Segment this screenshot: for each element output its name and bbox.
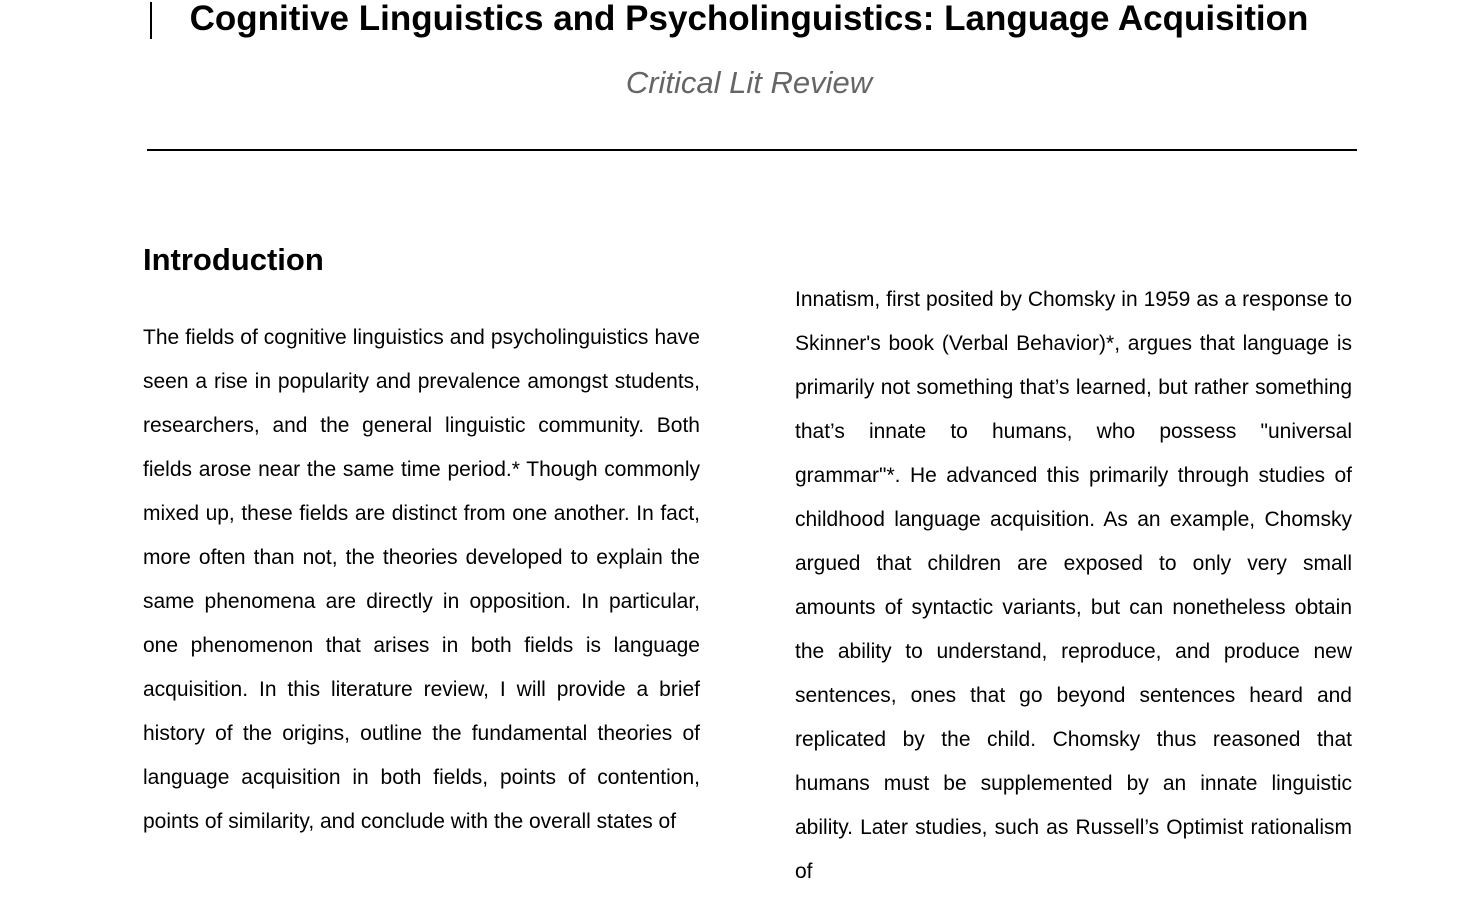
horizontal-rule	[147, 149, 1357, 151]
section-heading-introduction[interactable]: Introduction	[143, 242, 324, 277]
paragraph-left-column[interactable]: The fields of cognitive linguistics and psycholinguistics have seen a rise in popularity and prevalence amongst students, researchers, and the general linguistic community. Both fields arose near the same time period.* Though commonly mixed up, these fields are distinct from one another. In fact, more often than not, the theories developed to explain the same phenomena are directly in opposition. In particular, one phenomenon that arises in both fields is language acquisition. In this literature review, I will provide a brief history of the origins, outline the fundamental theories of language acquisition in both fields, points of contention, points of similarity, and conclude with the overall states of	[143, 326, 700, 833]
document-subtitle[interactable]: Critical Lit Review	[625, 65, 873, 100]
document-title[interactable]: Cognitive Linguistics and Psycholinguistics: Language Acquisition	[189, 0, 1309, 38]
paragraph-right-column[interactable]: Innatism, first posited by Chomsky in 1959 as a response to Skinner's book (Verbal Behavior)*, argues that language is primarily not something that’s learned, but rather something that’s innate to humans, who possess "universal grammar"*. He advanced this primarily through studies of childhood language acquisition. As an example, Chomsky argued that children are exposed to only very small amounts of syntactic variants, but can nonetheless obtain the ability to understand, reproduce, and produce new sentences, ones that go beyond sentences heard and replicated by the child. Chomsky thus reasoned that humans must be supplemented by an innate linguistic ability. Later studies, such as Russell’s Optimist rationalism of	[795, 288, 1352, 883]
